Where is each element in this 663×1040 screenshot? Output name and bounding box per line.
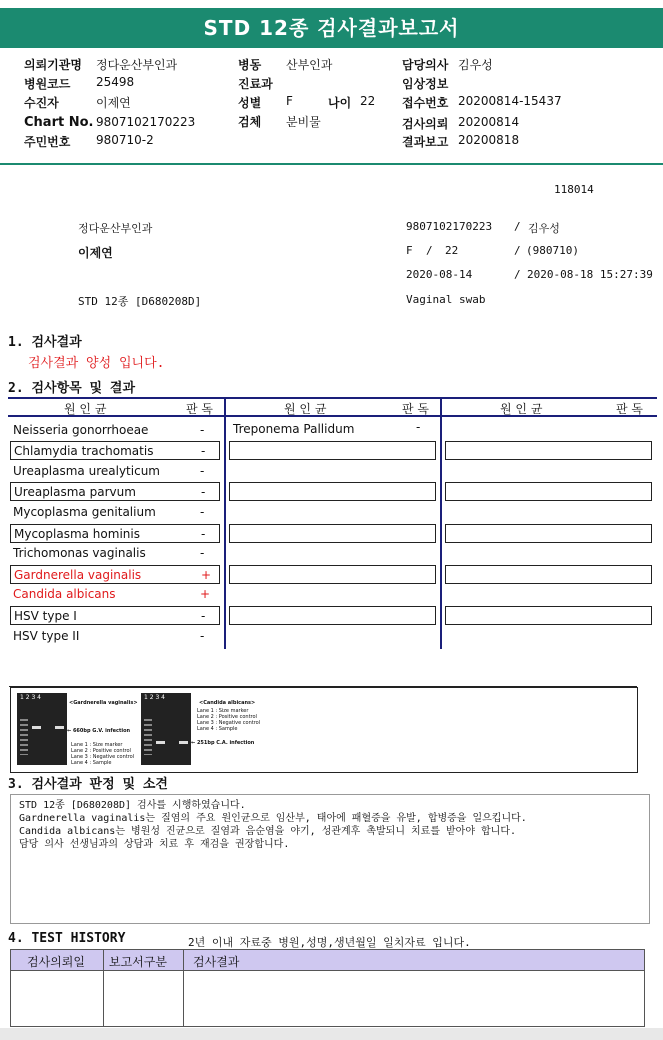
table-row [445, 524, 652, 543]
legend-line: Lane 2 : Positive control [71, 748, 131, 754]
section-4-title: 4. TEST HISTORY [8, 931, 126, 946]
legend-line: Lane 3 : Negative control [197, 720, 261, 726]
organism-result: + [200, 587, 211, 602]
gel-top-rule [9, 686, 637, 687]
table-row [10, 585, 220, 604]
organism-name: HSV type II [13, 628, 80, 643]
history-col-report-type: 보고서구분 [109, 955, 167, 969]
history-note: 2년 이내 자료중 병원,성명,생년월일 일치자료 입니다. [188, 936, 471, 949]
gel-figure [10, 687, 638, 773]
specimen-value: 분비물 [286, 115, 321, 129]
sample-band [55, 726, 64, 729]
organism-result: + [201, 567, 212, 582]
table-row [229, 606, 436, 625]
info-slash-3: / [514, 244, 521, 257]
table-row [10, 606, 220, 625]
sex-value: F [286, 94, 293, 108]
info-slash-4: / [514, 268, 521, 281]
patient-label: 수진자 [24, 96, 59, 110]
ward-label: 병동 [238, 58, 262, 72]
ward-value: 산부인과 [286, 58, 333, 72]
opinion-line: Candida albicans는 병원성 진균으로 질염과 음순염을 야기, 성관계후 촉발되니 치료를 받아야 합니다. [19, 826, 517, 837]
hospital-code-value: 25498 [96, 75, 135, 89]
id-label: 주민번호 [24, 135, 71, 149]
candida-gel-image [141, 693, 191, 765]
history-col-request-date: 검사의뢰일 [27, 955, 85, 969]
organism-name: HSV type I [14, 608, 77, 623]
legend-line: Lane 3 : Negative control [71, 754, 135, 760]
organism-result: - [201, 444, 206, 459]
organism-result: - [201, 608, 206, 623]
header-divider [0, 163, 663, 165]
legend-line: Lane 1 : Size marker [71, 742, 123, 748]
age-label: 나이 [328, 96, 352, 110]
section-2-title: 2. 검사항목 및 결과 [8, 381, 136, 396]
candida-legend [197, 708, 260, 732]
positive-band [32, 726, 41, 729]
size-marker-lane [144, 719, 152, 755]
sample-band [179, 741, 188, 744]
info-slash-2: / [426, 244, 433, 257]
col-1-judge-head: 판 독 [186, 402, 213, 416]
col-3-head: 원 인 균 [500, 402, 543, 416]
organism-name: Trichomonas vaginalis [13, 546, 146, 561]
institution-label: 의뢰기관명 [24, 58, 82, 72]
gardnerella-legend [71, 742, 134, 766]
gardnerella-arrow-label [67, 728, 130, 734]
opinion-line: Gardnerella vaginalis는 질염의 주요 원인균으로 임산부, 태아에 패혈증을 유발, 합병증을 일으킵니다. [19, 813, 527, 824]
table-row [10, 421, 220, 440]
opinion-line: STD 12종 [D680208D] 검사를 시행하였습니다. [19, 800, 246, 811]
organism-result: - [200, 628, 205, 643]
table-divider-2 [440, 397, 442, 649]
table-row [10, 544, 220, 563]
info-birth: (980710) [526, 244, 579, 257]
age-value: 22 [360, 94, 376, 108]
organism-name: Treponema Pallidum [233, 422, 355, 436]
gardnerella-lane-numbers: 1 2 3 4 [20, 694, 41, 701]
organism-name: Gardnerella vaginalis [14, 567, 142, 582]
table-divider-1 [224, 397, 226, 649]
section-1-result: 검사결과 양성 입니다. [28, 356, 165, 371]
info-specimen: Vaginal swab [406, 293, 486, 306]
patient-value: 이제연 [96, 96, 131, 110]
organism-result: - [416, 420, 421, 434]
section-1-title: 1. 검사결과 [8, 335, 82, 350]
candida-lane-numbers: 1 2 3 4 [144, 694, 165, 701]
organism-name: Ureaplasma parvum [14, 485, 136, 500]
organism-result: - [200, 463, 205, 478]
legend-line: Lane 4 : Sample [71, 760, 112, 766]
gardnerella-arrow-text: 660bp G.V. infection [72, 728, 131, 734]
table-row [10, 627, 220, 646]
info-patient: 이제연 [78, 246, 113, 260]
table-row [445, 482, 652, 501]
history-col-divider [183, 950, 184, 1026]
info-clinic: 정다운산부인과 [78, 222, 153, 235]
info-date-2: 2020-08-18 15:27:39 [527, 268, 653, 281]
table-row [10, 441, 220, 460]
history-table [10, 949, 645, 1027]
legend-line: Lane 1 : Size marker [197, 708, 249, 714]
col-2-judge-head: 판 독 [402, 402, 429, 416]
organism-result: - [201, 485, 206, 500]
receipt-label: 접수번호 [402, 96, 449, 110]
report-title: STD 12종 검사결과보고서 [0, 8, 663, 48]
table-top-rule [8, 397, 657, 399]
gardnerella-gel-title: <Gardnerella vaginalis> [69, 700, 138, 706]
table-row [229, 524, 436, 543]
table-row [10, 524, 220, 543]
info-chart: 9807102170223 [406, 220, 493, 233]
info-date-1: 2020-08-14 [406, 268, 473, 281]
opinion-line: 담당 의사 선생님과의 상담과 치료 후 재검을 권장합니다. [19, 839, 290, 850]
info-doctor: 김우성 [528, 222, 560, 235]
col-1-head: 원 인 균 [64, 402, 107, 416]
organism-result: - [201, 526, 206, 541]
table-row [10, 565, 220, 584]
table-row [10, 503, 220, 522]
chart-label: Chart No. [24, 115, 94, 130]
id-value: 980710-2 [96, 133, 154, 147]
institution-value: 정다운산부인과 [96, 58, 178, 72]
table-row [229, 565, 436, 584]
organism-name: Chlamydia trachomatis [14, 444, 154, 459]
info-slash-1: / [514, 220, 521, 233]
table-row [445, 606, 652, 625]
result-report-label: 결과보고 [402, 135, 449, 149]
chart-value: 9807102170223 [96, 115, 196, 129]
hospital-code-label: 병원코드 [24, 77, 71, 91]
table-row [229, 482, 436, 501]
organism-name: Mycoplasma hominis [14, 526, 140, 541]
history-col-result: 검사결과 [193, 955, 240, 969]
candida-arrow-label [191, 740, 254, 746]
history-col-divider [103, 950, 104, 1026]
doctor-value: 김우성 [458, 58, 493, 72]
table-row [229, 441, 436, 460]
specimen-label: 검체 [238, 115, 262, 129]
opinion-box [10, 794, 650, 924]
clinical-label: 임상정보 [402, 77, 449, 91]
table-row [10, 482, 220, 501]
col-3-judge-head: 판 독 [616, 402, 643, 416]
organism-name: Mycoplasma genitalium [13, 504, 156, 519]
history-header-row [11, 950, 644, 971]
gardnerella-gel-image [17, 693, 67, 765]
arrow-icon: ← [191, 740, 196, 746]
receipt-value: 20200814-15437 [458, 94, 562, 108]
info-age: 22 [445, 244, 459, 257]
info-sex: F [406, 244, 413, 257]
organism-result: - [200, 546, 205, 561]
size-marker-lane [20, 719, 28, 755]
table-row [445, 565, 652, 584]
positive-band [156, 741, 165, 744]
page-bottom-strip [0, 1028, 663, 1040]
info-test: STD 12종 [D680208D] [78, 295, 202, 308]
candida-gel-title: <Candida albicans> [199, 700, 256, 706]
table-row [445, 441, 652, 460]
candida-arrow-text: 251bp C.A. infection [196, 740, 255, 746]
sex-label: 성별 [238, 96, 262, 110]
request-value: 20200814 [458, 115, 520, 129]
arrow-icon: ← [67, 728, 72, 734]
section-3-title: 3. 검사결과 판정 및 소견 [8, 777, 168, 792]
legend-line: Lane 4 : Sample [197, 726, 238, 732]
result-report-value: 20200818 [458, 133, 520, 147]
organism-result: - [200, 504, 205, 519]
dept-label: 진료과 [238, 77, 273, 91]
col-2-head: 원 인 균 [284, 402, 327, 416]
organism-name: Candida albicans [13, 587, 116, 602]
request-label: 검사의뢰 [402, 117, 449, 131]
organism-name: Ureaplasma urealyticum [13, 463, 160, 478]
report-number: 118014 [554, 183, 594, 196]
doctor-label: 담당의사 [402, 58, 449, 72]
organism-result: - [200, 422, 205, 437]
table-row [10, 462, 220, 481]
organism-name: Neisseria gonorrhoeae [13, 422, 149, 437]
legend-line: Lane 2 : Positive control [197, 714, 257, 720]
